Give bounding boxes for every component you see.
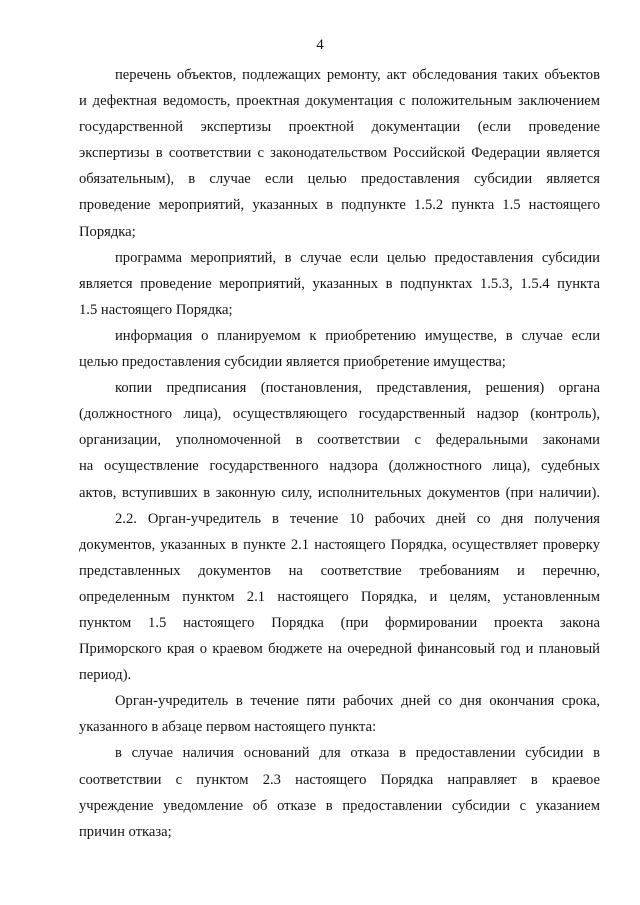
text-line: целью предоставления субсидии является приобретение имущества; <box>79 354 506 371</box>
text-line: копии предписания (постановления, представления, решения) органа <box>115 380 600 397</box>
text-line: информация о планируемом к приобретению имуществе, в случае если <box>115 327 600 344</box>
text-line: документов, указанных в пункте 2.1 настоящего Порядка, осуществляет проверку <box>79 536 600 553</box>
page-number: 4 <box>316 37 324 53</box>
text-line: обязательным), в случае если целью предоставления субсидии является <box>79 171 600 188</box>
text-line: (должностного лица), осуществляющего государственный надзор (контроль), <box>79 406 600 423</box>
text-line: представленных документов на соответствие требованиям и перечню, <box>79 562 600 579</box>
text-line: организации, уполномоченной в соответствии с федеральными законами <box>79 432 600 449</box>
text-line: учреждение уведомление об отказе в предоставлении субсидии с указанием <box>79 797 600 814</box>
text-line: Порядка; <box>79 223 136 240</box>
text-line: соответствии с пунктом 2.3 настоящего Порядка направляет в краевое <box>79 771 600 788</box>
text-line: пунктом 1.5 настоящего Порядка (при формировании проекта закона <box>79 614 600 631</box>
text-line: на осуществление государственного надзора (должностного лица), судебных <box>79 458 600 475</box>
text-line: проведение мероприятий, указанных в подпункте 1.5.2 пункта 1.5 настоящего <box>79 197 600 214</box>
text-line: актов, вступивших в законную силу, исполнительных документов (при наличии). <box>79 484 600 501</box>
text-line: 1.5 настоящего Порядка; <box>79 301 233 318</box>
text-line: программа мероприятий, в случае если целью предоставления субсидии <box>115 249 600 266</box>
text-line: государственной экспертизы проектной документации (если проведение <box>79 119 600 136</box>
text-line: причин отказа; <box>79 823 172 840</box>
text-line: перечень объектов, подлежащих ремонту, акт обследования таких объектов <box>115 67 600 83</box>
text-line: в случае наличия оснований для отказа в предоставлении субсидии в <box>115 745 600 762</box>
text-line: экспертизы в соответствии с законодательством Российской Федерации является <box>79 145 600 162</box>
body-text <box>79 62 600 845</box>
text-line: и дефектная ведомость, проектная документация с положительным заключением <box>79 93 600 110</box>
text-line: указанного в абзаце первом настоящего пункта: <box>79 719 377 736</box>
text-line: является проведение мероприятий, указанных в подпунктах 1.5.3, 1.5.4 пункта <box>79 275 600 292</box>
text-line: период). <box>79 667 132 684</box>
text-line: 2.2. Орган-учредитель в течение 10 рабочих дней со дня получения <box>115 510 600 527</box>
text-line: определенным пунктом 2.1 настоящего Порядка, и целям, установленным <box>79 588 600 605</box>
text-line: Орган-учредитель в течение пяти рабочих дней со дня окончания срока, <box>115 693 600 710</box>
text-line: Приморского края о краевом бюджете на очередной финансовый год и плановый <box>79 641 600 658</box>
